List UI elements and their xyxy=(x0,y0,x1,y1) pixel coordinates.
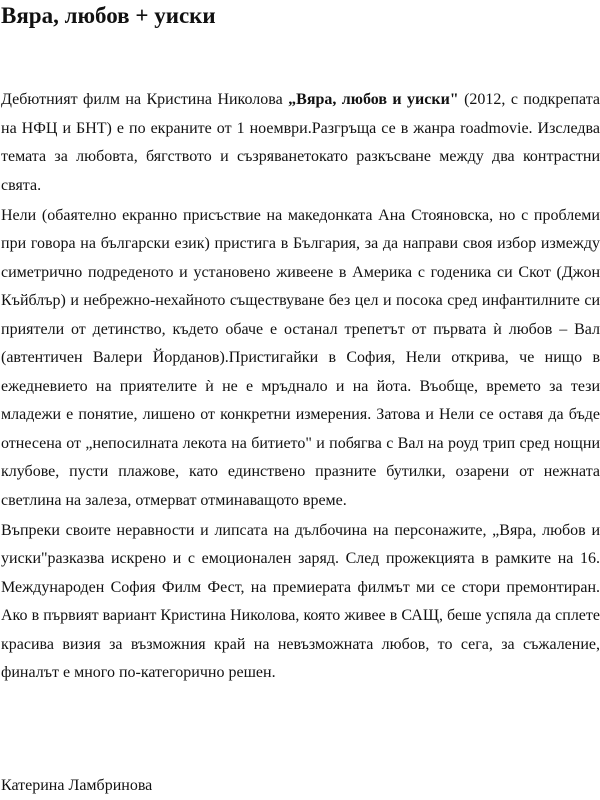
article-title: Вяра, любов + уиски xyxy=(1,3,216,28)
paragraph-review: Въпреки своите неравности и липсата на дълбочина на персонажите, „Вяра, любов и уиски"разказва искрено и с емоционален заряд. След прожекцията в рамките на 16. Международен София Филм Фест, на премиерата филмът ми се стори премонтиран. Ако в първият вариант Кристина Николова, която живее в САЩ, беше успяла да сплете красива визия за възможния край на невъзможната любов, то сега, за съжаление, финалът е много по-категорично решен. xyxy=(1,521,600,681)
article-body xyxy=(1,86,600,689)
paragraph-intro xyxy=(1,86,600,200)
author-name: Катерина Ламбринова xyxy=(1,777,153,794)
film-title-bold: „Вяра, любов и уиски" xyxy=(288,91,459,108)
paragraph-plot: Нели (обаятелно екранно присъствие на македонката Ана Стояновска, но с проблеми при говора на български език) пристига в България, за да направи своя избор измежду симетрично подреденото и установено живеене в Америка с годеника си Скот (Джон Къйблър) и небрежно-нехайното съществуване без цел и посока сред инфантилните си приятели от детинство, където обаче е останал трепетът от първата ѝ любов – Вал (автентичен Валери Йорданов).Пристигайки в София, Нели открива, че нищо в ежедневието на приятелите ѝ не е мръднало и на йота. Въобще, времето за тези младежи е понятие, лишено от конкретни измерения. Затова и Нели се оставя да бъде отнесена от „непосилната лекота на битието" и побягва с Вал на роуд трип сред нощни клубове, пусти плажове, като единствено празните бутилки, озарени от нежната светлина на залеза, отмерват отминаващото време. xyxy=(1,206,600,509)
intro-text: Дебютният филм на Кристина Николова xyxy=(1,91,289,108)
intro-text-rest: (2012, с подкрепата на НФЦ и БНТ) е по екраните от 1 ноември.Разгръща се в жанра roadmovie. Изследва темата за любовта, бягството и съзряванетокато разкъсване между два контрастни свята. xyxy=(1,91,600,194)
